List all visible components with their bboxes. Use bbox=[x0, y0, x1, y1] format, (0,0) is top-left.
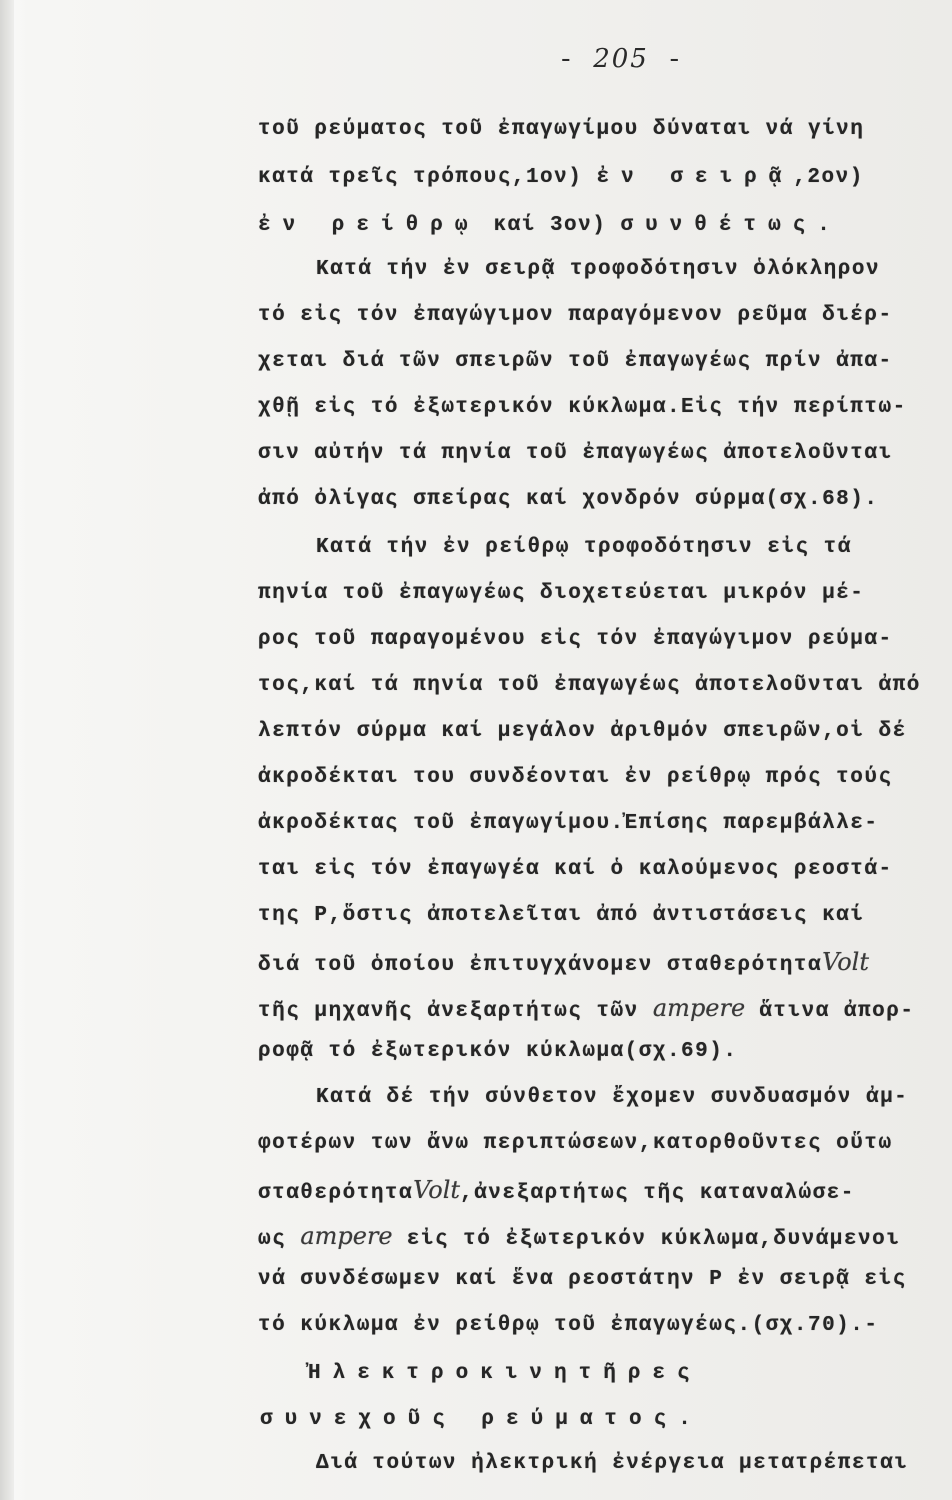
text-line bbox=[258, 212, 842, 240]
text-line: φοτέρων των ἄνω περιπτώσεων,κατορθοῦντες οὕτω bbox=[258, 1132, 893, 1155]
text-line: χθῇ εἰς τό ἐξωτερικόν κύκλωμα.Εἰς τήν περίπτω- bbox=[258, 396, 907, 419]
page-number-prefix: - bbox=[558, 45, 594, 75]
page-number bbox=[558, 44, 684, 75]
text-segment: ἅτινα ἀπορ- bbox=[759, 1000, 915, 1023]
text-line: χεται διά τῶν σπειρῶν τοῦ ἐπαγωγέως πρίν ἀπα- bbox=[258, 350, 893, 373]
text-line: Κατά τήν ἐν σειρᾷ τροφοδότησιν ὁλόκληρον bbox=[316, 258, 881, 281]
page-edge-shadow bbox=[0, 0, 14, 1500]
handwritten-volt: Volt bbox=[822, 948, 869, 976]
emphasis-spaced: ἐν ρείθρῳ bbox=[258, 214, 480, 237]
section-heading: Ἠλεκτροκινητῆρες bbox=[308, 1362, 702, 1385]
page-number-value: 205 bbox=[593, 44, 649, 74]
text-line bbox=[258, 948, 869, 980]
text-line bbox=[258, 1222, 900, 1254]
text-segment: εἰς τό ἐξωτερικόν κύκλωμα,δυνάμενοι bbox=[406, 1228, 901, 1251]
handwritten-ampere: ampere bbox=[652, 994, 746, 1022]
handwritten-volt: Volt bbox=[413, 1176, 461, 1204]
text-segment: τῆς μηχανῆς ἀνεξαρτήτως τῶν bbox=[258, 1000, 639, 1023]
page-number-suffix: - bbox=[648, 45, 685, 75]
text-line bbox=[258, 994, 914, 1026]
text-line: τος,καί τά πηνία τοῦ ἐπαγωγέως ἀποτελοῦνται ἀπό bbox=[258, 674, 921, 697]
text-line: ἀκροδέκται του συνδέονται ἐν ρείθρῳ πρός τούς bbox=[258, 766, 893, 789]
text-line bbox=[258, 1176, 855, 1208]
text-line: νά συνδέσωμεν καί ἕνα ρεοστάτην Ρ ἐν σειρᾷ εἰς bbox=[258, 1268, 907, 1291]
handwritten-ampere: ampere bbox=[300, 1222, 393, 1250]
text-segment: κατά τρεῖς τρόπους,1ον) bbox=[258, 166, 583, 189]
text-line: πηνία τοῦ ἐπαγωγέως διοχετεύεται μικρόν μέ- bbox=[258, 582, 865, 605]
text-line: λεπτόν σύρμα καί μεγάλον ἀριθμόν σπειρῶν,οἱ δέ bbox=[258, 720, 907, 743]
text-line: Κατά δέ τήν σύνθετον ἔχομεν συνδυασμόν ἀμ- bbox=[316, 1086, 909, 1109]
text-line bbox=[258, 164, 864, 192]
text-line: Κατά τήν ἐν ρείθρῳ τροφοδότησιν εἰς τά bbox=[316, 536, 852, 559]
text-line: ροφᾷ τό ἐξωτερικόν κύκλωμα(σχ.69). bbox=[258, 1040, 738, 1063]
text-line: σιν αὐτήν τά πηνία τοῦ ἐπαγωγέως ἀποτελοῦνται bbox=[258, 442, 893, 465]
text-line: ρος τοῦ παραγομένου εἰς τόν ἐπαγώγιμον ρεύμα- bbox=[258, 628, 893, 651]
text-segment: ,2ον) bbox=[793, 166, 864, 189]
emphasis-spaced: συνθέτως. bbox=[620, 214, 842, 237]
section-heading: συνεχοῦς ρεύματος. bbox=[260, 1408, 703, 1431]
text-line: τό εἰς τόν ἐπαγώγιμον παραγόμενον ρεῦμα διέρ- bbox=[258, 304, 893, 327]
text-segment: ,ἀνεξαρτήτως τῆς καταναλώσε- bbox=[460, 1182, 855, 1205]
text-line: ἀπό ὀλίγας σπείρας καί χονδρόν σύρμα(σχ.68). bbox=[258, 488, 879, 511]
text-segment: σταθερότητα bbox=[258, 1182, 414, 1205]
text-segment: ως bbox=[258, 1228, 287, 1251]
text-line: ται εἰς τόν ἐπαγωγέα καί ὁ καλούμενος ρεοστά- bbox=[258, 858, 893, 881]
text-line: τοῦ ρεύματος τοῦ ἐπαγωγίμου δύναται νά γίνη bbox=[258, 118, 865, 141]
text-line: τό κύκλωμα ἐν ρείθρῳ τοῦ ἐπαγωγέως.(σχ.70).- bbox=[258, 1314, 879, 1337]
text-segment: διά τοῦ ὁποίου ἐπιτυγχάνομεν σταθερότητα bbox=[258, 954, 823, 977]
text-line: Διά τούτων ἠλεκτρική ἐνέργεια μετατρέπεται bbox=[316, 1452, 909, 1475]
text-segment: καί 3ον) bbox=[493, 214, 607, 237]
emphasis-spaced: ἐν σειρᾷ bbox=[596, 166, 794, 189]
text-line: της Ρ,ὅστις ἀποτελεῖται ἀπό ἀντιστάσεις καί bbox=[258, 904, 865, 927]
text-line: ἀκροδέκτας τοῦ ἐπαγωγίμου.Ἐπίσης παρεμβάλλε- bbox=[258, 812, 879, 835]
